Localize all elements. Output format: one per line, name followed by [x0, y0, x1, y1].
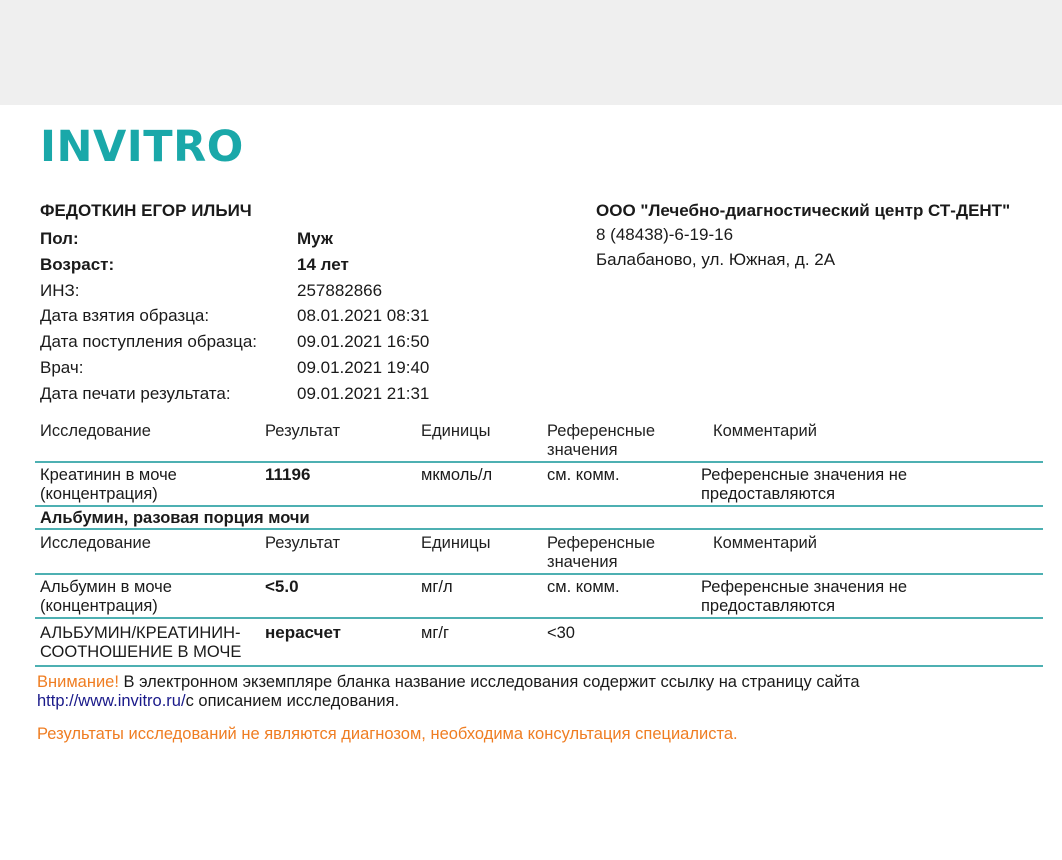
info-value: 08.01.2021 08:31 — [297, 306, 430, 326]
header-result: Результат — [265, 534, 341, 552]
header-test: Исследование — [40, 534, 151, 552]
header-units: Единицы — [421, 534, 491, 552]
notice — [37, 673, 1037, 711]
cell-comment: Референсные значения не предоставляются — [701, 466, 908, 503]
cell-test: Креатинин в моче (концентрация) — [40, 466, 177, 503]
info-row-print-date — [40, 381, 560, 407]
info-row-receipt-date — [40, 329, 560, 355]
cell-test: Альбумин в моче (концентрация) — [40, 578, 172, 615]
info-label: Дата взятия образца: — [40, 306, 210, 326]
notice-warning: Внимание! — [37, 673, 119, 691]
info-value: 14 лет — [297, 254, 349, 274]
table-bottom-border — [35, 665, 1043, 667]
info-row-sample-date — [40, 303, 560, 329]
info-row-sex — [40, 226, 560, 252]
info-value: 09.01.2021 16:50 — [297, 332, 430, 352]
cell-units: мг/л — [421, 578, 453, 596]
cell-comment — [701, 624, 1021, 667]
lab-address: Балабаново, ул. Южная, д. 2А — [596, 250, 836, 269]
notice-text-2: с описанием исследования. — [185, 692, 400, 710]
info-label: ИНЗ: — [40, 280, 80, 300]
info-row-inz — [40, 278, 560, 304]
info-label: Дата поступления образца: — [40, 332, 258, 352]
cell-result: нерасчет — [265, 623, 342, 642]
header-comment: Комментарий — [713, 422, 817, 440]
header-comment: Комментарий — [713, 534, 817, 552]
section-title — [35, 507, 1043, 530]
header-reference: Референсные значения — [547, 422, 656, 459]
disclaimer: Результаты исследований не являются диагнозом, необходима консультация специалиста. — [37, 725, 738, 743]
cell-units: мг/г — [421, 624, 449, 642]
table-row — [35, 463, 1043, 507]
info-label: Дата печати результата: — [40, 383, 231, 403]
table-header — [35, 418, 1043, 463]
cell-result: <5.0 — [265, 577, 299, 596]
table-header — [35, 530, 1043, 575]
invitro-link[interactable]: http://www.invitro.ru/ — [37, 692, 186, 710]
invitro-logo: INVITRO — [40, 122, 244, 172]
info-value: Муж — [297, 229, 333, 248]
header-reference: Референсные значения — [547, 534, 656, 571]
lab-info — [596, 200, 1026, 272]
table-row — [35, 619, 1043, 667]
info-value: 09.01.2021 19:40 — [297, 357, 430, 377]
table-row — [35, 575, 1043, 619]
header-result: Результат — [265, 422, 341, 440]
cell-reference: <30 — [547, 624, 575, 642]
cell-test: АЛЬБУМИН/КРЕАТИНИН-СООТНОШЕНИЕ В МОЧЕ — [40, 624, 242, 661]
cell-reference: см. комм. — [547, 466, 620, 484]
lab-phone: 8 (48438)-6-19-16 — [596, 225, 734, 244]
header-units: Единицы — [421, 422, 491, 440]
cell-comment: Референсные значения не предоставляются — [701, 578, 908, 615]
cell-result: 11196 — [265, 465, 311, 484]
results-table — [35, 418, 1043, 667]
patient-name: ФЕДОТКИН ЕГОР ИЛЬИЧ — [40, 201, 252, 220]
info-label: Возраст: — [40, 254, 115, 274]
top-bar — [0, 0, 1062, 105]
cell-units: мкмоль/л — [421, 466, 493, 484]
info-value: 09.01.2021 21:31 — [297, 383, 430, 403]
info-row-doctor — [40, 355, 560, 381]
cell-reference: см. комм. — [547, 578, 620, 596]
section-title-text: Альбумин, разовая порция мочи — [40, 509, 310, 527]
info-label: Пол: — [40, 229, 79, 248]
info-label: Врач: — [40, 357, 84, 377]
info-value: 257882866 — [297, 280, 383, 300]
lab-name: ООО "Лечебно-диагностический центр СТ-ДЕНТ" — [596, 201, 1011, 220]
header-test: Исследование — [40, 422, 151, 440]
patient-info — [40, 200, 560, 407]
info-row-age — [40, 252, 560, 278]
notice-text: В электронном экземпляре бланка название исследования содержит ссылку на страницу сайта — [118, 673, 860, 691]
